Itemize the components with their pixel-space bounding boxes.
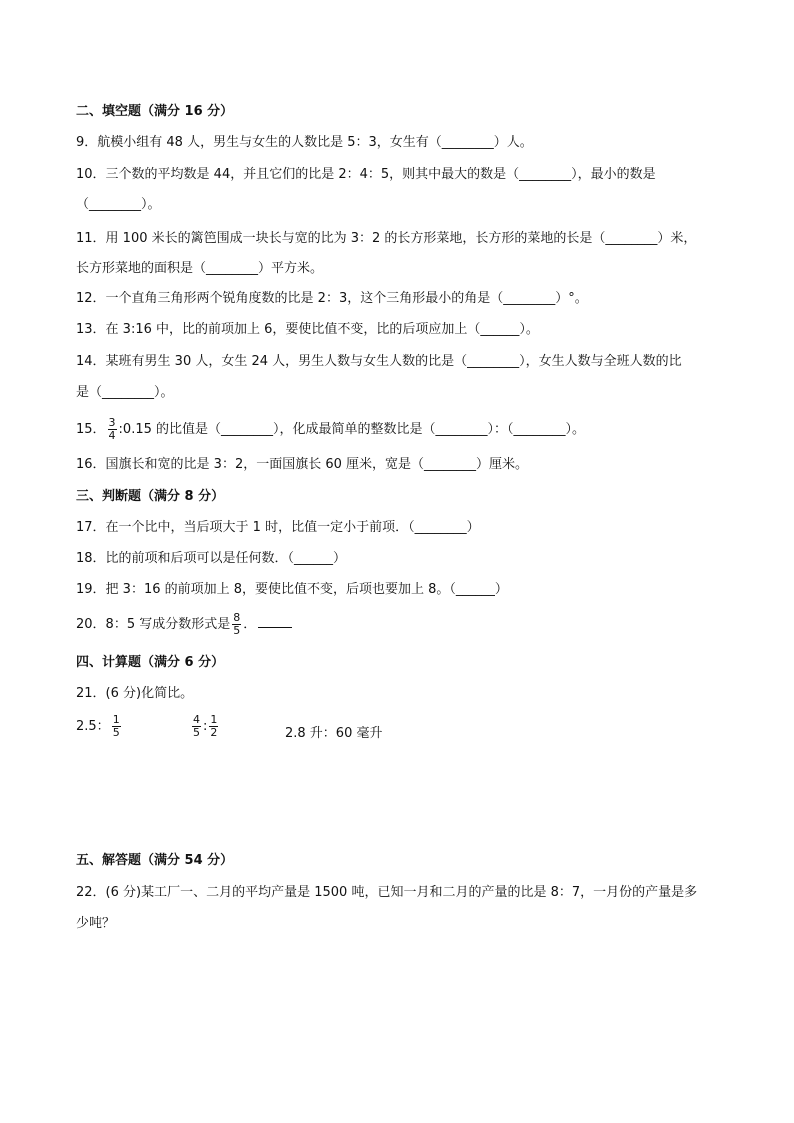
fraction-denominator: 5 — [193, 726, 200, 739]
question-20 — [76, 612, 292, 637]
question-20-period: ． — [243, 617, 257, 632]
question-20-fraction — [232, 612, 241, 637]
question-11-line-2: 长方形菜地的面积是（________）平方米。 — [76, 261, 324, 276]
question-17: 17．在一个比中，当后项大于 1 时，比值一定小于前项．（________） — [76, 520, 480, 535]
fraction-numerator: 1 — [112, 713, 120, 726]
fraction-denominator: 5 — [112, 726, 120, 739]
fraction-numerator: 1 — [210, 713, 218, 726]
question-14-line-1: 14．某班有男生 30 人，女生 24 人，男生人数与女生人数的比是（________），女生人数与全班人数的比 — [76, 354, 682, 369]
question-15-fraction — [108, 417, 117, 442]
calc-item-a — [76, 714, 123, 739]
question-11-line-1: 11．用 100 米长的篱笆围成一块长与宽的比为 3：2 的长方形菜地，长方形的菜地的长是（________）米， — [76, 231, 697, 246]
question-15-text: :0.15 的比值是（________），化成最简单的整数比是（________）：（________）。 — [118, 422, 586, 437]
question-10-line-2: （________）。 — [76, 197, 161, 212]
question-18: 18．比的前项和后项可以是任何数．（______） — [76, 551, 347, 566]
calc-item-b-separator: : — [203, 719, 208, 734]
section-heading-judge: 三、判断题（满分 8 分） — [76, 489, 225, 504]
question-20-text: 20．8：5 写成分数形式是 — [76, 617, 231, 632]
question-9: 9．航模小组有 48 人，男生与女生的人数比是 5：3，女生有（________）人。 — [76, 135, 533, 150]
question-21: 21．(6 分)化简比。 — [76, 686, 194, 701]
fraction-numerator: 4 — [193, 713, 200, 726]
question-22-line-2: 少吨？ — [76, 916, 116, 931]
section-heading-solve: 五、解答题（满分 54 分） — [76, 853, 234, 868]
question-10-line-1: 10．三个数的平均数是 44，并且它们的比是 2：4：5，则其中最大的数是（________），最小的数是 — [76, 167, 656, 182]
section-heading-fill-in: 二、填空题（满分 16 分） — [76, 104, 234, 119]
answer-blank-line — [258, 615, 292, 628]
question-19: 19．把 3：16 的前项加上 8，要使比值不变，后项也要加上 8。（______） — [76, 582, 508, 597]
calc-item-b-fraction-2 — [209, 714, 218, 739]
question-14-line-2: 是（________）。 — [76, 385, 174, 400]
calc-item-b — [190, 714, 220, 739]
question-15-number: 15． — [76, 422, 106, 437]
question-22-line-1: 22．(6 分)某工厂一、二月的平均产量是 1500 吨，已知一月和二月的产量的比是 8：7，一月份的产量是多 — [76, 885, 698, 900]
fraction-numerator: 8 — [233, 611, 241, 624]
calc-item-c: 2.8 升：60 毫升 — [285, 726, 383, 741]
fraction-denominator: 2 — [210, 726, 218, 739]
fraction-denominator: 4 — [108, 429, 116, 442]
question-13: 13．在 3:16 中，比的前项加上 6，要使比值不变，比的后项应加上（______）。 — [76, 322, 539, 337]
question-12: 12．一个直角三角形两个锐角度数的比是 2：3，这个三角形最小的角是（________）°。 — [76, 291, 588, 306]
fraction-denominator: 5 — [233, 624, 241, 637]
fraction-numerator: 3 — [108, 416, 116, 429]
question-15 — [76, 417, 585, 442]
question-16: 16．国旗长和宽的比是 3：2，一面国旗长 60 厘米，宽是（________）厘米。 — [76, 457, 529, 472]
calc-item-b-fraction-1 — [192, 714, 201, 739]
calc-item-a-fraction — [112, 714, 121, 739]
section-heading-calc: 四、计算题（满分 6 分） — [76, 655, 225, 670]
calc-item-a-prefix: 2.5： — [76, 719, 110, 734]
